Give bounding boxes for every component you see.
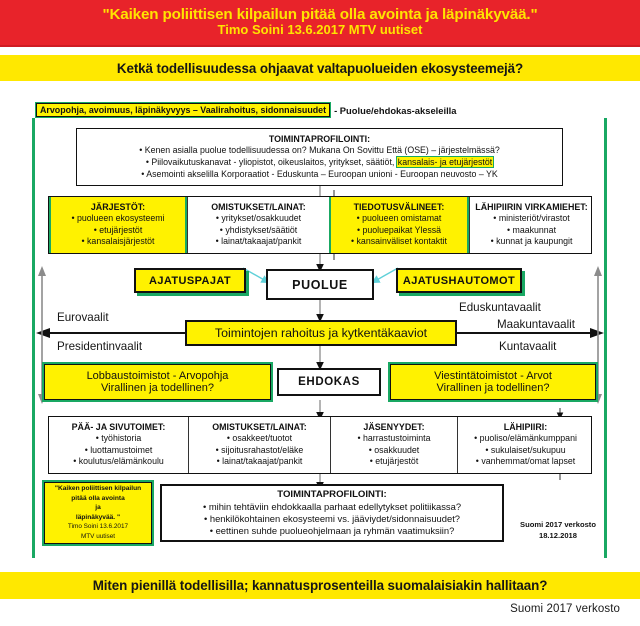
party-quad-virkamiehet-title: LÄHIPIIRIN VIRKAMIEHET:	[475, 202, 588, 213]
left-green-rail	[32, 118, 35, 558]
party-quad-tiedotusvalineet-item-0: • puolueen omistamat	[356, 213, 442, 224]
lobby-agencies-line-1: Lobbaustoimistot - Arvopohja	[86, 370, 229, 382]
party-quad-jarjestot	[49, 197, 187, 253]
party-quad-virkamiehet-item-2: • kunnat ja kaupungit	[490, 236, 573, 247]
candidate-quad-paatoimet-item-1: • luottamustoimet	[84, 444, 153, 455]
candidate-profiling-line-2: • henkilökohtainen ekosysteemi vs. jääviydet/sidonnaisuudet?	[203, 512, 461, 524]
party-quad-omistukset-item-1: • yhdistykset/säätiöt	[219, 224, 298, 235]
comms-agencies-line-1: Viestintätoimistot - Arvot	[434, 370, 552, 382]
party-quad-omistukset	[187, 197, 329, 253]
funding-flow-label: Toimintojen rahoitus ja kytkentäkaaviot	[214, 326, 428, 340]
axis-header-suffix-label: - Puolue/ehdokas-akseleilla	[334, 104, 457, 116]
lobby-agencies-line-2: Virallinen ja todellinen?	[101, 382, 214, 394]
candidate-profiling-title: TOIMINTAPROFILOINTI:	[277, 488, 387, 500]
candidate-quad-jasenyydet-item-1: • osakkuudet	[368, 444, 420, 455]
funding-flow-box[interactable]	[185, 320, 457, 346]
party-profiling-box	[76, 128, 563, 186]
candidate-profiling-box	[160, 484, 504, 542]
party-quad-tiedotusvalineet-item-2: • kansainväliset kontaktit	[351, 236, 447, 247]
banner-attribution-text: Timo Soini 13.6.2017 MTV uutiset	[217, 22, 423, 37]
party-quad-jarjestot-item-0: • puolueen ekosysteemi	[71, 213, 165, 224]
candidate-quad-jasenyydet-title: JÄSENYYDET:	[363, 422, 425, 433]
party-quad-jarjestot-item-1: • etujärjestöt	[93, 224, 143, 235]
party-quad-omistukset-item-2: • lainat/takaajat/pankit	[215, 236, 302, 247]
candidate-quad-omistukset	[188, 417, 330, 473]
quote-callout-line-5: Timo Soini 13.6.2017	[67, 523, 129, 531]
candidate-quad-jasenyydet-item-0: • harrastustoiminta	[357, 433, 431, 444]
bottom-credit-text: Suomi 2017 verkosto	[510, 603, 620, 615]
party-profiling-line-2	[146, 157, 493, 169]
candidate-node-box[interactable]	[277, 368, 381, 396]
think-tanks-left-box[interactable]	[134, 268, 246, 293]
bottom-question-band	[0, 572, 640, 599]
election-label-eurovaalit: Eurovaalit	[57, 311, 109, 324]
party-attributes-group	[48, 196, 592, 254]
top-quote-banner	[0, 0, 640, 47]
quote-callout-line-4: läpinäkyvää. "	[75, 513, 121, 521]
candidate-quad-omistukset-item-0: • osakkeet/tuotot	[226, 433, 293, 444]
party-node-box[interactable]	[266, 269, 374, 300]
candidate-quad-paatoimet	[49, 417, 188, 473]
top-question-band	[0, 55, 640, 81]
election-label-presidentinvaalit: Presidentinvaalit	[57, 340, 143, 353]
candidate-quad-lahipiiri-item-1: • sukulaiset/sukupuu	[485, 444, 566, 455]
quote-callout-line-6: MTV uutiset	[80, 533, 116, 541]
candidate-quad-lahipiiri-title: LÄHIPIIRI:	[503, 422, 548, 433]
quote-callout-line-3: ja	[95, 504, 101, 512]
election-label-maakuntavaalit: Maakuntavaalit	[497, 318, 575, 331]
party-profiling-line-2-text: • Piilovaikutuskanavat - yliopistot, oikeuslaitos, yritykset, säätiöt,	[145, 156, 395, 167]
election-label-eduskuntavaalit: Eduskuntavaalit	[459, 301, 541, 314]
party-quad-omistukset-title: OMISTUKSET/LAINAT:	[211, 202, 306, 213]
axis-header-row	[36, 103, 457, 117]
candidate-quad-lahipiiri	[457, 417, 593, 473]
candidate-quad-omistukset-item-2: • lainat/takaajat/pankit	[216, 456, 303, 467]
candidate-node-label: EHDOKAS	[298, 376, 360, 388]
party-quad-virkamiehet-item-0: • ministeriöt/virastot	[493, 213, 570, 224]
quote-callout-line-1: "Kaiken poliittisen kilpailun	[54, 485, 142, 493]
quote-callout-box	[44, 482, 152, 544]
party-quad-tiedotusvalineet	[329, 197, 469, 253]
axis-header-highlighted-label: Arvopohja, avoimuus, läpinäkyvyys – Vaalirahoitus, sidonnaisuudet	[36, 103, 330, 117]
election-label-kuntavaalit: Kuntavaalit	[499, 340, 557, 353]
network-credit-line-2: 18.12.2018	[538, 531, 577, 540]
comms-agencies-line-2: Virallinen ja todellinen?	[436, 382, 550, 394]
party-profiling-line-1: • Kenen asialla puolue todellisuudessa on? Mukana On Sovittu Että (OSE) – järjestelmässä?	[139, 144, 500, 155]
candidate-attributes-group	[48, 416, 592, 474]
bottom-question-text: Miten pienillä todellisilla; kannatusprosenteilla suomalaisiakin hallitaan?	[92, 578, 548, 593]
party-profiling-highlight: kansalais- ja etujärjestöt	[397, 156, 493, 167]
candidate-profiling-line-3: • eettinen suhde puolueohjelmaan ja ryhmän vaatimuksiin?	[209, 525, 455, 537]
think-tanks-right-box[interactable]	[396, 268, 522, 293]
network-credit-block	[520, 519, 596, 541]
party-quad-omistukset-item-0: • yritykset/osakkuudet	[215, 213, 302, 224]
right-green-rail	[604, 118, 607, 558]
candidate-quad-jasenyydet-item-2: • etujärjestöt	[369, 456, 419, 467]
candidate-quad-lahipiiri-item-2: • vanhemmat/omat lapset	[475, 456, 576, 467]
comms-agencies-box[interactable]	[390, 364, 596, 400]
party-profiling-line-3: • Asemointi akselilla Korporaatiot - Eduskunta – Euroopan unioni - Euroopan neuvosto – YK	[141, 168, 498, 179]
candidate-quad-paatoimet-item-2: • koulutus/elämänkoulu	[73, 456, 164, 467]
network-credit-line-1: Suomi 2017 verkosto	[520, 520, 596, 529]
candidate-quad-omistukset-title: OMISTUKSET/LAINAT:	[212, 422, 307, 433]
candidate-quad-omistukset-item-1: • sijoitusrahastot/eläke	[215, 444, 304, 455]
party-quad-jarjestot-item-2: • kansalaisjärjestöt	[81, 236, 155, 247]
party-quad-jarjestot-title: JÄRJESTÖT:	[90, 202, 146, 213]
candidate-quad-lahipiiri-item-0: • puoliso/elämänkumppani	[474, 433, 577, 444]
think-tanks-left-label: AJATUSPAJAT	[148, 274, 232, 287]
candidate-quad-jasenyydet	[330, 417, 457, 473]
candidate-quad-paatoimet-title: PÄÄ- JA SIVUTOIMET:	[71, 422, 166, 433]
party-quad-virkamiehet-item-1: • maakunnat	[506, 224, 557, 235]
party-quad-tiedotusvalineet-title: TIEDOTUSVÄLINEET:	[353, 202, 445, 213]
banner-quote-text: "Kaiken poliittisen kilpailun pitää olla avointa ja läpinäkyvää."	[102, 6, 538, 24]
quote-callout-line-2: pitää olla avointa	[71, 494, 125, 502]
candidate-profiling-line-1: • mihin tehtäviin ehdokkaalla parhaat edellytykset politiikassa?	[202, 500, 462, 512]
party-node-label: PUOLUE	[292, 277, 348, 292]
think-tanks-right-label: AJATUSHAUTOMOT	[402, 274, 516, 287]
candidate-quad-paatoimet-item-0: • työhistoria	[95, 433, 142, 444]
lobby-agencies-box[interactable]	[44, 364, 271, 400]
top-question-text: Ketkä todellisuudessa ohjaavat valtapuolueiden ekosysteemejä?	[116, 60, 524, 76]
party-quad-tiedotusvalineet-item-1: • puoluepaikat Ylessä	[356, 224, 442, 235]
party-quad-virkamiehet	[469, 197, 593, 253]
party-profiling-title: TOIMINTAPROFILOINTI:	[268, 133, 371, 144]
